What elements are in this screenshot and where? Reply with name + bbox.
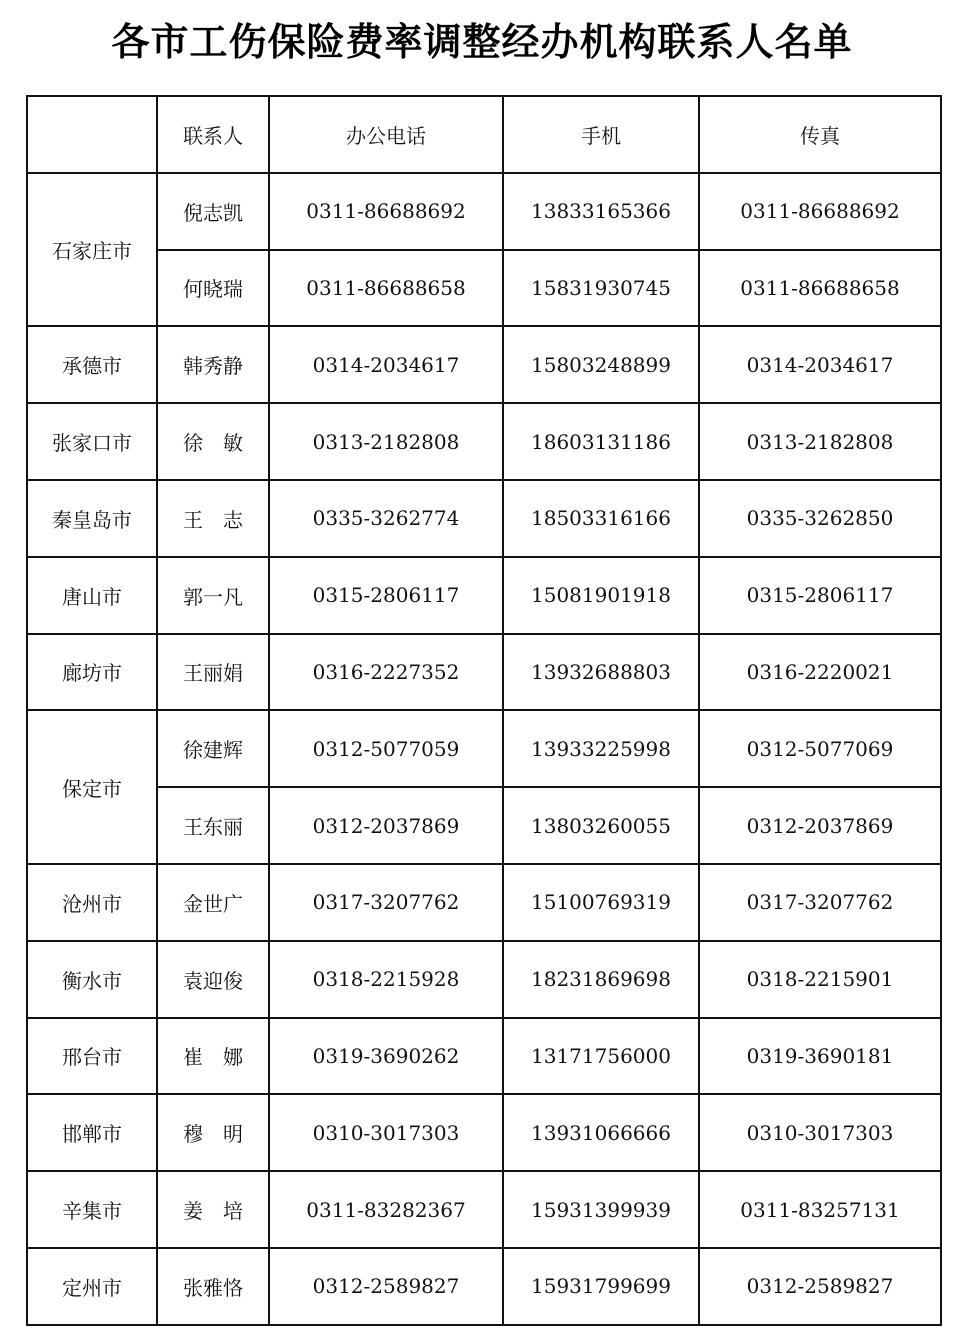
contact-name-cell: 姜 培 (157, 1171, 269, 1248)
contact-table (26, 95, 942, 1326)
table-row (27, 557, 941, 634)
contact-name-cell: 何晓瑞 (157, 250, 269, 327)
office-phone-cell: 0318-2215928 (269, 941, 503, 1018)
mobile-cell: 13931066666 (503, 1094, 699, 1171)
mobile-cell: 13833165366 (503, 173, 699, 250)
office-phone-cell: 0315-2806117 (269, 557, 503, 634)
office-phone-cell: 0314-2034617 (269, 326, 503, 403)
fax-cell: 0311-83257131 (699, 1171, 941, 1248)
contact-name-cell: 王 志 (157, 480, 269, 557)
contact-name-cell: 袁迎俊 (157, 941, 269, 1018)
mobile-cell: 15803248899 (503, 326, 699, 403)
mobile-cell: 15081901918 (503, 557, 699, 634)
table-row (27, 173, 941, 250)
fax-cell: 0315-2806117 (699, 557, 941, 634)
contact-name-cell: 徐 敏 (157, 403, 269, 480)
office-phone-cell: 0311-86688658 (269, 250, 503, 327)
table-row (27, 787, 941, 864)
contact-name-cell: 徐建辉 (157, 710, 269, 787)
header-contact: 联系人 (157, 96, 269, 173)
table-header-row (27, 96, 941, 173)
contact-name-cell: 穆 明 (157, 1094, 269, 1171)
mobile-cell: 15100769319 (503, 864, 699, 941)
mobile-cell: 15931399939 (503, 1171, 699, 1248)
table-row (27, 1171, 941, 1248)
mobile-cell: 13171756000 (503, 1018, 699, 1095)
table-row (27, 1018, 941, 1095)
contact-name-cell: 张雅恪 (157, 1248, 269, 1325)
fax-cell: 0313-2182808 (699, 403, 941, 480)
fax-cell: 0312-2037869 (699, 787, 941, 864)
table-row (27, 480, 941, 557)
page-title: 各市工伤保险费率调整经办机构联系人名单 (111, 20, 853, 64)
table-row (27, 403, 941, 480)
table-row (27, 1094, 941, 1171)
office-phone-cell: 0312-2589827 (269, 1248, 503, 1325)
header-city (27, 96, 157, 173)
header-mobile: 手机 (503, 96, 699, 173)
city-cell: 保定市 (27, 710, 157, 864)
mobile-cell: 13932688803 (503, 634, 699, 711)
mobile-cell: 13803260055 (503, 787, 699, 864)
contact-name-cell: 倪志凯 (157, 173, 269, 250)
mobile-cell: 15931799699 (503, 1248, 699, 1325)
city-cell: 石家庄市 (27, 173, 157, 327)
table-row (27, 250, 941, 327)
city-cell: 辛集市 (27, 1171, 157, 1248)
mobile-cell: 18503316166 (503, 480, 699, 557)
office-phone-cell: 0316-2227352 (269, 634, 503, 711)
office-phone-cell: 0317-3207762 (269, 864, 503, 941)
contact-name-cell: 王东丽 (157, 787, 269, 864)
office-phone-cell: 0312-2037869 (269, 787, 503, 864)
fax-cell: 0319-3690181 (699, 1018, 941, 1095)
table-row (27, 634, 941, 711)
city-cell: 唐山市 (27, 557, 157, 634)
office-phone-cell: 0313-2182808 (269, 403, 503, 480)
fax-cell: 0316-2220021 (699, 634, 941, 711)
fax-cell: 0317-3207762 (699, 864, 941, 941)
contact-name-cell: 韩秀静 (157, 326, 269, 403)
office-phone-cell: 0335-3262774 (269, 480, 503, 557)
table-row (27, 326, 941, 403)
city-cell: 衡水市 (27, 941, 157, 1018)
fax-cell: 0314-2034617 (699, 326, 941, 403)
mobile-cell: 18603131186 (503, 403, 699, 480)
office-phone-cell: 0312-5077059 (269, 710, 503, 787)
office-phone-cell: 0319-3690262 (269, 1018, 503, 1095)
city-cell: 承德市 (27, 326, 157, 403)
table-row (27, 710, 941, 787)
header-fax: 传真 (699, 96, 941, 173)
mobile-cell: 15831930745 (503, 250, 699, 327)
table-row (27, 941, 941, 1018)
city-cell: 定州市 (27, 1248, 157, 1325)
fax-cell: 0311-86688658 (699, 250, 941, 327)
header-office-phone: 办公电话 (269, 96, 503, 173)
city-cell: 邢台市 (27, 1018, 157, 1095)
table-body (27, 173, 941, 1325)
contact-name-cell: 金世广 (157, 864, 269, 941)
fax-cell: 0312-2589827 (699, 1248, 941, 1325)
fax-cell: 0318-2215901 (699, 941, 941, 1018)
fax-cell: 0310-3017303 (699, 1094, 941, 1171)
city-cell: 沧州市 (27, 864, 157, 941)
office-phone-cell: 0311-83282367 (269, 1171, 503, 1248)
office-phone-cell: 0311-86688692 (269, 173, 503, 250)
contact-name-cell: 王丽娟 (157, 634, 269, 711)
contact-name-cell: 崔 娜 (157, 1018, 269, 1095)
office-phone-cell: 0310-3017303 (269, 1094, 503, 1171)
city-cell: 邯郸市 (27, 1094, 157, 1171)
table-row (27, 1248, 941, 1325)
city-cell: 秦皇岛市 (27, 480, 157, 557)
fax-cell: 0312-5077069 (699, 710, 941, 787)
mobile-cell: 18231869698 (503, 941, 699, 1018)
city-cell: 廊坊市 (27, 634, 157, 711)
city-cell: 张家口市 (27, 403, 157, 480)
table-row (27, 864, 941, 941)
contact-name-cell: 郭一凡 (157, 557, 269, 634)
fax-cell: 0311-86688692 (699, 173, 941, 250)
fax-cell: 0335-3262850 (699, 480, 941, 557)
mobile-cell: 13933225998 (503, 710, 699, 787)
